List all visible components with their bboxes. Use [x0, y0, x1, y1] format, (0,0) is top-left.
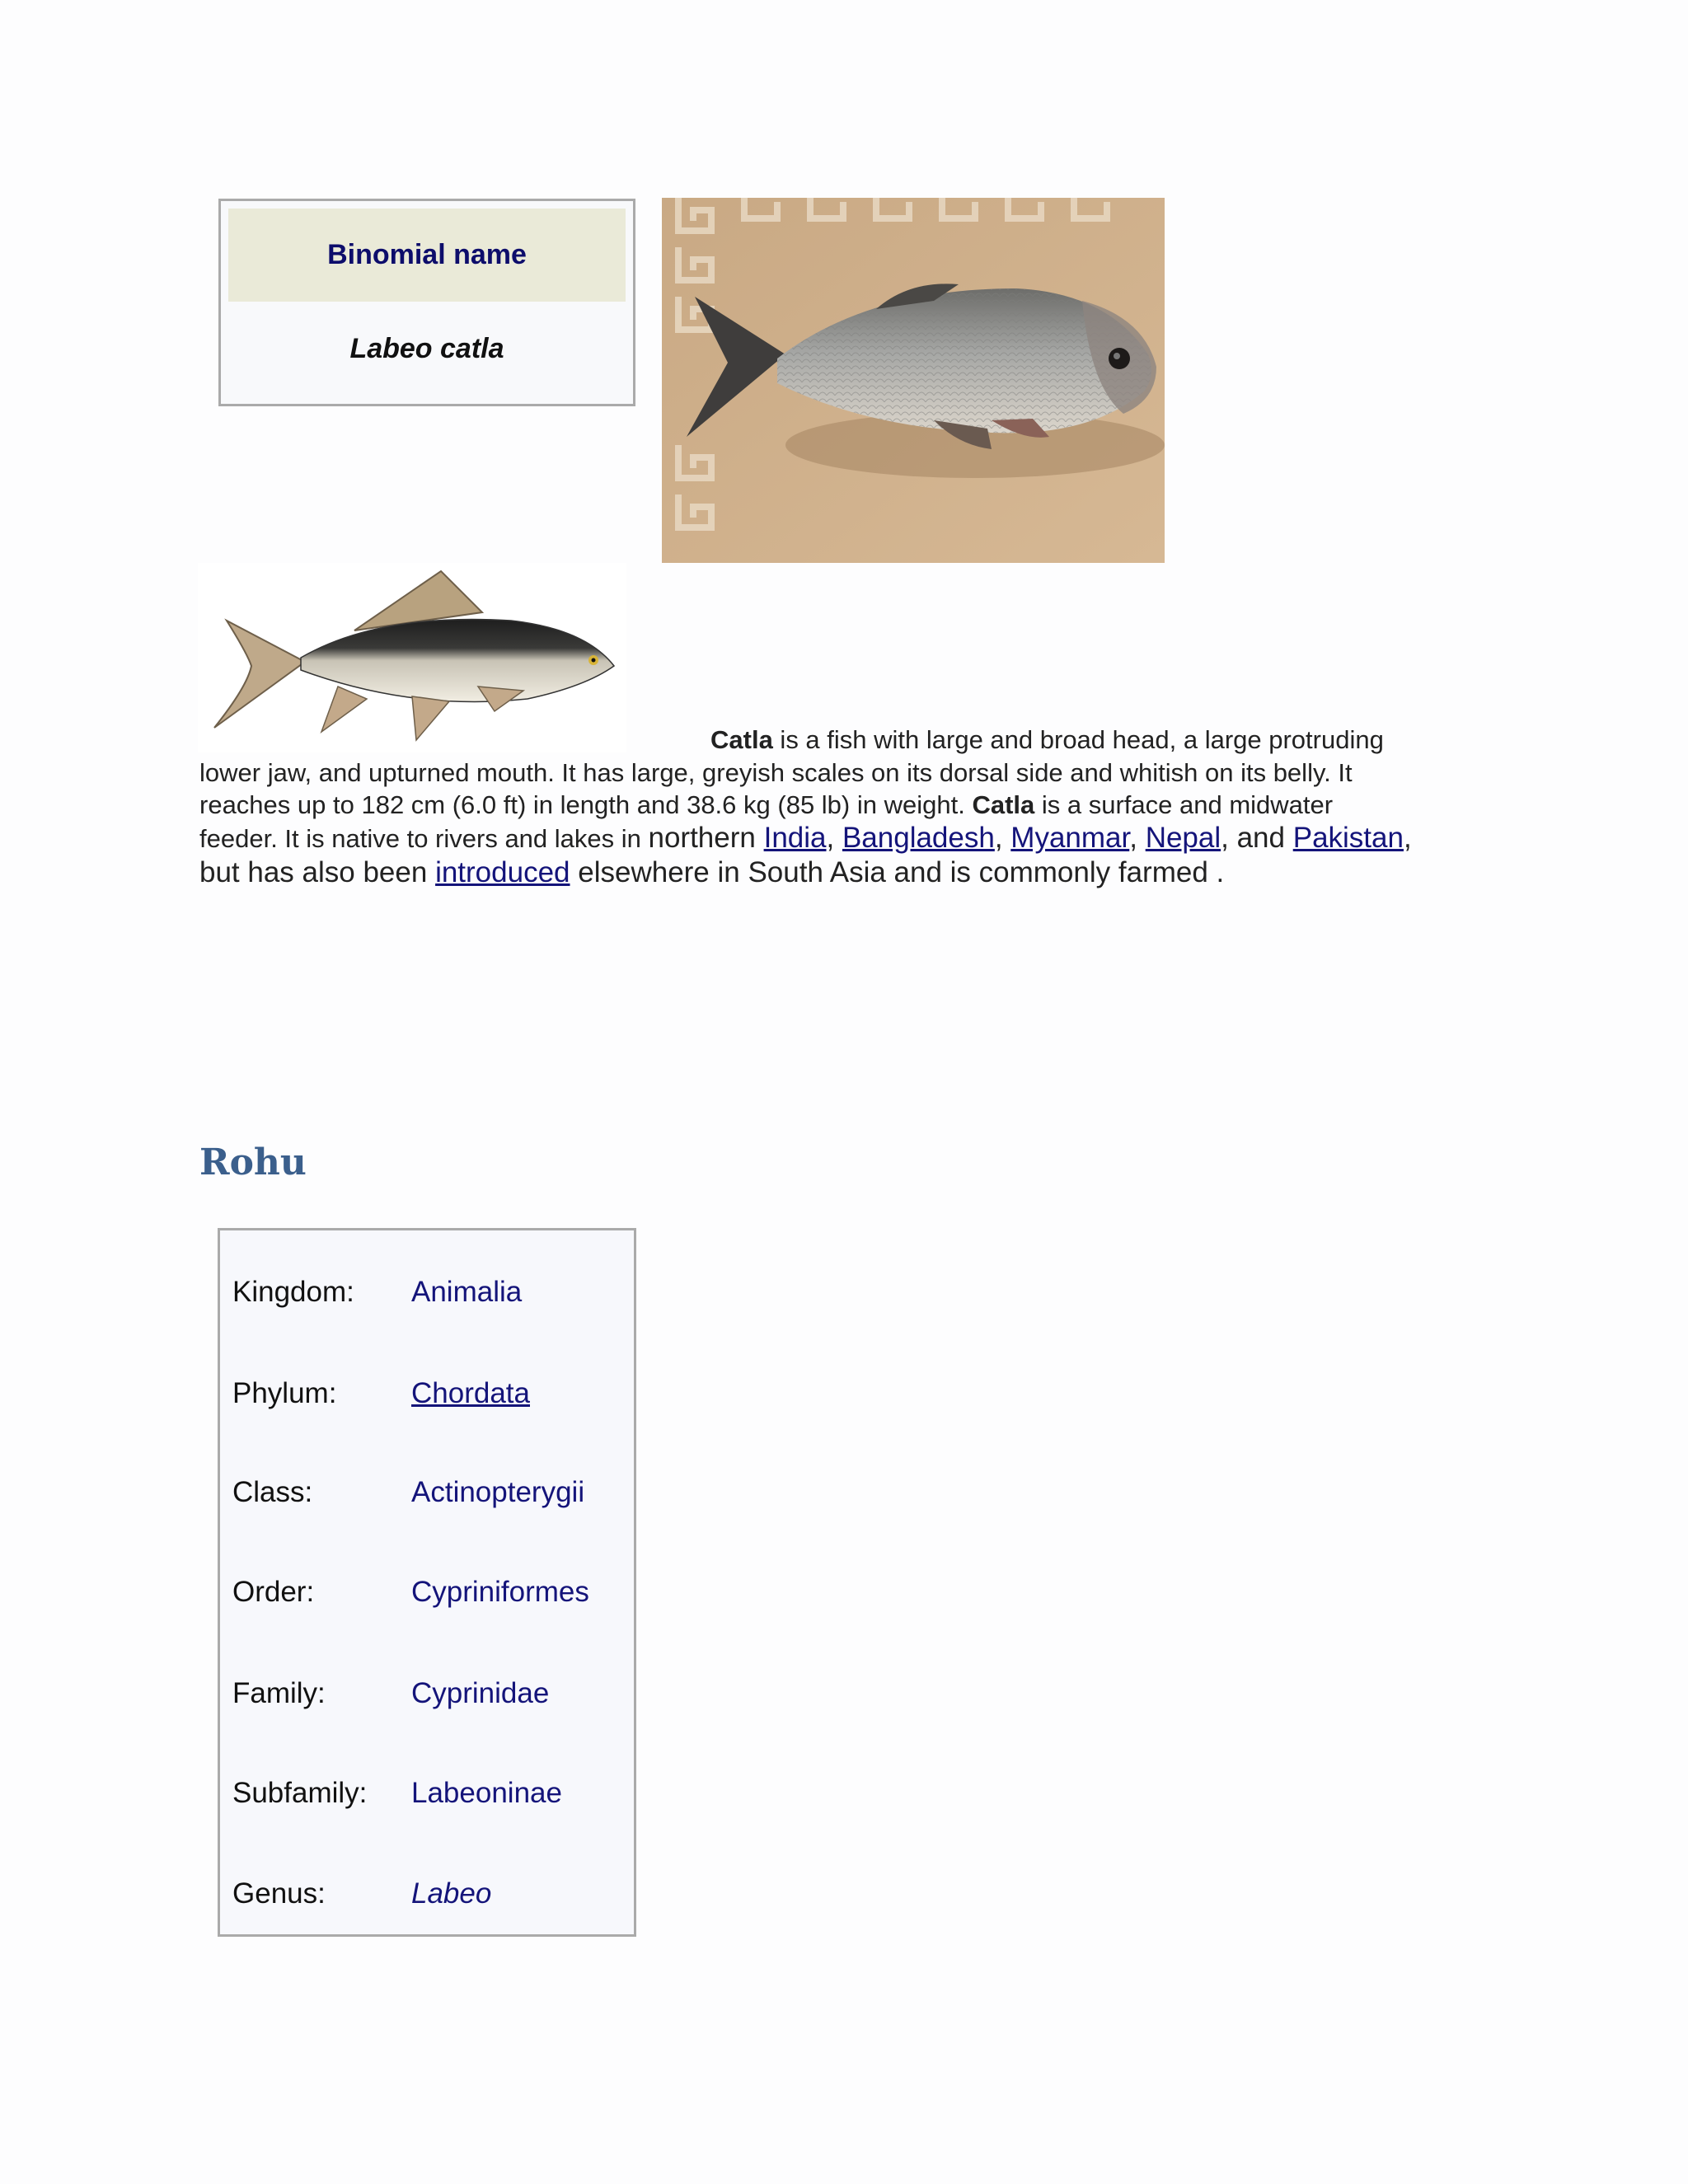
- text-run: ,: [1403, 822, 1412, 854]
- taxonomy-key: Subfamily:: [232, 1777, 368, 1809]
- link-nepal[interactable]: Nepal: [1145, 822, 1221, 854]
- text-run: ,: [826, 822, 842, 854]
- text-run: is a surface and midwater: [1034, 790, 1334, 819]
- link-pakistan[interactable]: Pakistan: [1292, 822, 1404, 854]
- paragraph-line: [199, 822, 1461, 855]
- taxonomy-value[interactable]: Chordata: [411, 1377, 530, 1409]
- text-run: is a fish with large and broad head, a large protruding: [772, 725, 1384, 754]
- taxonomy-value: Labeoninae: [411, 1777, 562, 1809]
- taxonomy-value: Animalia: [411, 1276, 523, 1308]
- link-india[interactable]: India: [763, 822, 827, 854]
- bold-term: Catla: [972, 790, 1035, 819]
- text-run: lower jaw, and upturned mouth. It has large, greyish scales on its dorsal side and whitish on its belly. It: [199, 758, 1353, 787]
- binomial-name-value: Labeo catla: [349, 333, 504, 364]
- link-introduced[interactable]: introduced: [435, 856, 570, 888]
- taxonomy-row: [220, 1344, 634, 1443]
- taxonomy-row: [220, 1443, 634, 1542]
- text-run: elsewhere in South Asia and is commonly farmed .: [570, 856, 1225, 888]
- text-run: ,: [1129, 822, 1146, 854]
- taxonomy-key: Class:: [232, 1476, 313, 1508]
- catla-photo: [662, 198, 1165, 563]
- taxonomy-value: Labeo: [411, 1877, 492, 1910]
- taxonomy-table: [218, 1228, 636, 1937]
- link-myanmar[interactable]: Myanmar: [1010, 822, 1130, 854]
- taxonomy-key: Family:: [232, 1677, 326, 1709]
- binomial-name-header: Binomial name: [228, 209, 626, 302]
- paragraph-line: [199, 790, 1461, 820]
- taxonomy-row: [220, 1844, 634, 1943]
- taxonomy-value: Cypriniformes: [411, 1576, 589, 1608]
- link-bangladesh[interactable]: Bangladesh: [842, 822, 995, 854]
- text-run: but has also been: [199, 856, 436, 888]
- section-heading-rohu: Rohu: [199, 1141, 307, 1183]
- taxonomy-value: Cyprinidae: [411, 1677, 550, 1709]
- text-run: ,: [994, 822, 1011, 854]
- taxonomy-key: Kingdom:: [232, 1276, 354, 1308]
- binomial-name-box: [218, 199, 635, 406]
- taxonomy-row: [220, 1543, 634, 1642]
- text-run: feeder. It is native to rivers and lakes in: [199, 824, 649, 853]
- paragraph-line: [710, 725, 1688, 755]
- taxonomy-row: [220, 1644, 634, 1743]
- taxonomy-value: Actinopterygii: [411, 1476, 585, 1508]
- bold-term: Catla: [710, 725, 773, 754]
- taxonomy-key: Order:: [232, 1576, 315, 1608]
- text-run: , and: [1221, 822, 1293, 854]
- paragraph-line: [199, 856, 1461, 889]
- taxonomy-key: Genus:: [232, 1877, 326, 1910]
- text-run: northern: [648, 822, 764, 854]
- taxonomy-key: Phylum:: [232, 1377, 337, 1409]
- taxonomy-row: [220, 1744, 634, 1843]
- text-run: reaches up to 182 cm (6.0 ft) in length and 38.6 kg (85 lb) in weight.: [199, 790, 973, 819]
- paragraph-line: [199, 758, 1461, 788]
- catla-illustration: [198, 563, 626, 752]
- taxonomy-row: [220, 1243, 634, 1342]
